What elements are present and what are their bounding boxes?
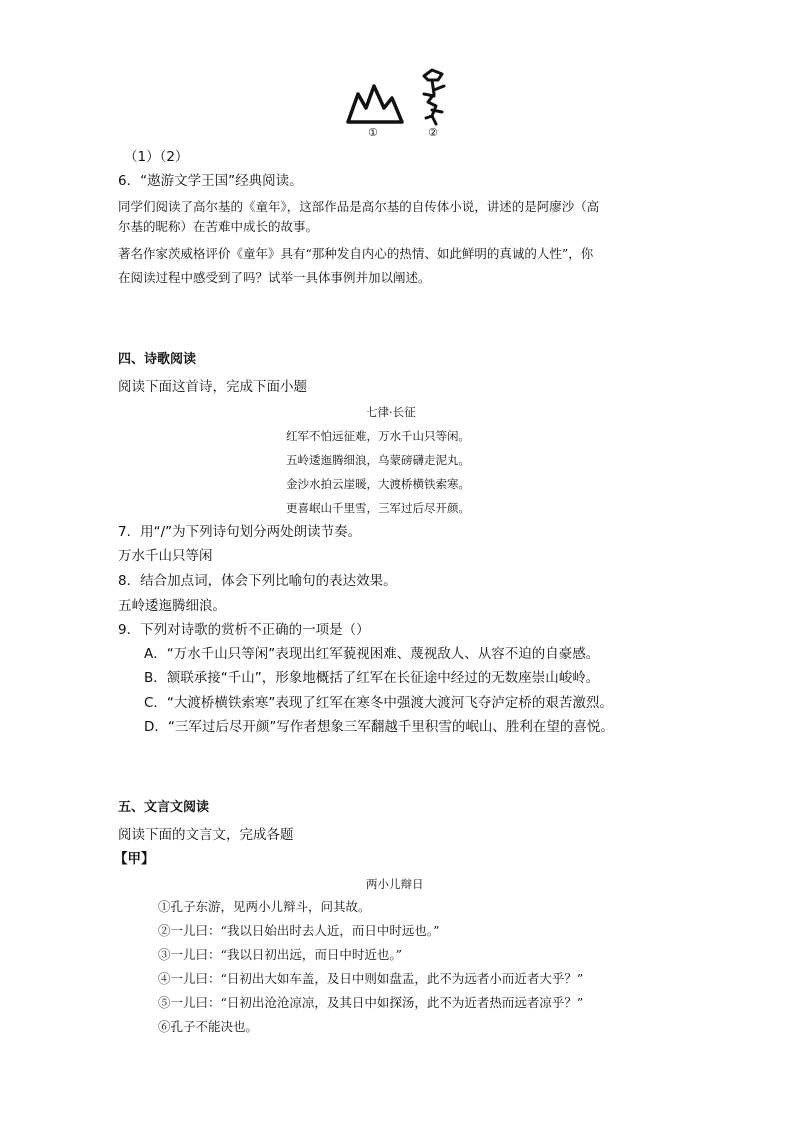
classical-text-line: ④一儿曰：“日初出大如车盖，及日中则如盘盂，此不为远者小而近者大乎？” <box>158 971 584 986</box>
q9-option-b: B．颔联承接“千山”，形象地概括了红军在长征途中经过的无数座崇山峻岭。 <box>144 670 600 686</box>
ancient-characters-figure <box>340 60 460 150</box>
classical-text-title: 两小儿辩日 <box>366 877 424 891</box>
classical-text-line: ③一儿曰：“我以日初出远，而日中时近也。” <box>158 947 403 962</box>
poem-line: 金沙水拍云崖暖，大渡桥横铁索寒。 <box>286 477 470 491</box>
q6-title: 6．“遨游文学王国”经典阅读。 <box>118 173 303 189</box>
classical-text-line: ⑤一儿曰：“日初出沧沧凉凉，及其日中如探汤，此不为近者热而远者凉乎？” <box>158 995 584 1010</box>
section4-intro: 阅读下面这首诗，完成下面小题 <box>118 379 307 395</box>
q8-line: 五岭逶迤腾细浪。 <box>118 598 226 614</box>
section5-intro: 阅读下面的文言文，完成各题 <box>118 827 294 843</box>
classical-text-line: ①孔子东游，见两小儿辩斗，问其故。 <box>158 899 371 914</box>
q9-option-a: A．“万水千山只等闲”表现出红军藐视困难、蔑视敌人、从容不迫的自豪感。 <box>144 646 600 662</box>
poem-line: 更喜岷山千里雪，三军过后尽开颜。 <box>286 501 470 515</box>
q9-text: 9．下列对诗歌的赏析不正确的一项是（） <box>118 622 370 638</box>
section4-heading: 四、诗歌阅读 <box>118 352 197 367</box>
q6-text-line: 同学们阅读了高尔基的《童年》，这部作品是高尔基的自传体小说，讲述的是阿廖沙（高 <box>118 199 600 214</box>
q6-text-line: 在阅读过程中感受到了吗？试举一具体事例并加以阐述。 <box>118 270 431 285</box>
q7-text: 7．用“/”为下列诗句划分两处朗读节奏。 <box>118 524 362 540</box>
section5-heading: 五、文言文阅读 <box>118 800 210 815</box>
classical-text-line: ②一儿曰：“我以日始出时去人近，而日中时远也。” <box>158 923 440 938</box>
classical-text-line: ⑥孔子不能决也。 <box>158 1019 259 1034</box>
q7-line: 万水千山只等闲 <box>118 548 213 564</box>
q8-text: 8．结合加点词，体会下列比喻句的表达效果。 <box>118 573 397 589</box>
part-label: 【甲】 <box>114 851 155 867</box>
poem-line: 五岭逶迤腾细浪，乌蒙磅礴走泥丸。 <box>286 453 470 467</box>
mountain-glyph-icon <box>340 60 460 150</box>
figure-label-1: ① <box>368 126 378 139</box>
q6-text-line: 尔基的昵称）在苦难中成长的故事。 <box>118 219 319 234</box>
poem-line: 红军不怕远征难，万水千山只等闲。 <box>286 429 470 443</box>
q6-text-line: 著名作家茨威格评价《童年》具有“那种发自内心的热情、如此鲜明的真诚的人性”，你 <box>118 246 594 261</box>
q9-option-c: C．“大渡桥横铁索寒”表现了红军在寒冬中强渡大渡河飞夺泸定桥的艰苦激烈。 <box>144 695 613 711</box>
q9-option-d: D．“三军过后尽开颜”写作者想象三军翻越千里积雪的岷山、胜利在望的喜悦。 <box>144 719 614 735</box>
poem-title: 七律·长征 <box>366 405 416 419</box>
figure-label-2: ② <box>428 126 438 139</box>
q5-answer: （1）（2） <box>124 149 189 165</box>
